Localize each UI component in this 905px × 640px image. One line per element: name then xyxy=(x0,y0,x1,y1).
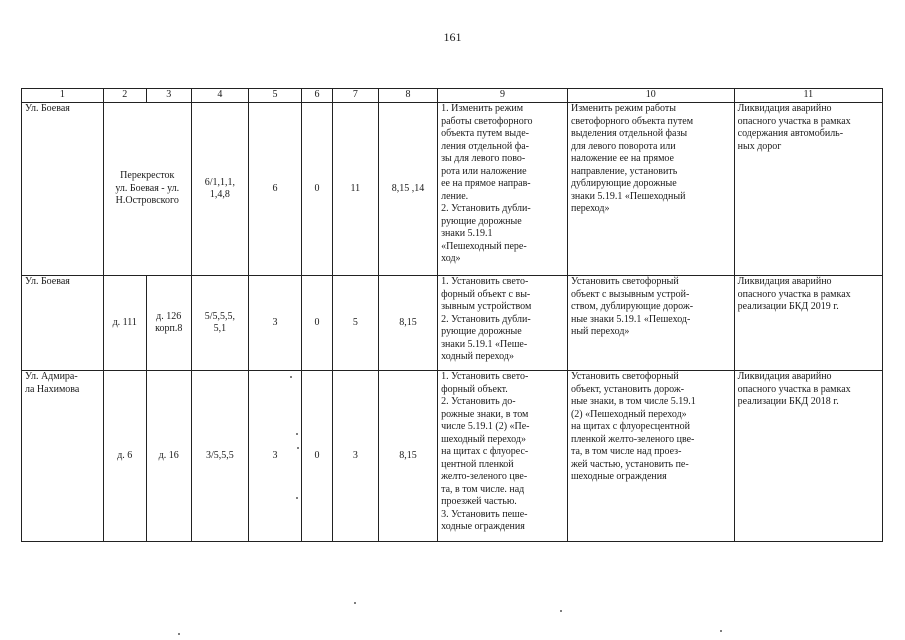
table-row xyxy=(22,276,883,371)
column-header: 6 xyxy=(302,89,333,103)
scan-speck xyxy=(354,602,356,604)
column-header: 2 xyxy=(103,89,146,103)
cell-col7: 5 xyxy=(332,276,378,371)
scan-speck xyxy=(720,630,722,632)
cell-col2: д. 6 xyxy=(103,371,146,542)
scan-speck xyxy=(290,376,292,378)
street-cell: Ул. Адмира- ла Нахимова xyxy=(22,371,104,542)
cell-col4: 5/5,5,5, 5,1 xyxy=(191,276,248,371)
table-row xyxy=(22,371,883,542)
measures-cell: 1. Изменить режим работы светофорного объекта путем выде- ления отдельной фа- зы для левого пово- рота или наложение ее на прямое направ- ление. 2. Установить дубли- рующие дорожные знаки 5.19.1 «Пешеходный пере- ход» xyxy=(438,103,568,276)
column-header: 4 xyxy=(191,89,248,103)
scan-speck xyxy=(297,447,299,449)
scan-speck xyxy=(560,610,562,612)
scan-speck xyxy=(296,497,298,499)
cell-col5: 3 xyxy=(248,276,301,371)
cell-col4: 3/5,5,5 xyxy=(191,371,248,542)
scan-speck xyxy=(296,433,298,435)
street-cell: Ул. Боевая xyxy=(22,103,104,276)
cell-col5: 6 xyxy=(248,103,301,276)
result-cell: Ликвидация аварийно опасного участка в рамках содержания автомобиль- ных дорог xyxy=(734,103,882,276)
cell-col3: д. 126 корп.8 xyxy=(146,276,191,371)
column-header: 7 xyxy=(332,89,378,103)
cell-col6: 0 xyxy=(302,371,333,542)
cell-col6: 0 xyxy=(302,276,333,371)
column-header: 3 xyxy=(146,89,191,103)
actions-cell: Установить светофорный объект, установить дорож- ные знаки, в том числе 5.19.1 (2) «Пешеходный переход» на щитах с флуоресцентной пленкой желто-зеленого цве- та, в том числе над проез- жей частью, установить пе- шеходные ограждения xyxy=(567,371,734,542)
column-header: 9 xyxy=(438,89,568,103)
actions-cell: Установить светофорный объект с вызывным устрой- ством, дублирующие дорож- ные знаки 5.19.1 «Пешеход- ный переход» xyxy=(567,276,734,371)
cell-col4: 6/1,1,1, 1,4,8 xyxy=(191,103,248,276)
actions-cell: Изменить режим работы светофорного объекта путем выделения отдельной фазы для левого поворота или наложение ее на прямое направление, установить дублирующие дорожные знаки 5.19.1 «Пешеходный переход» xyxy=(567,103,734,276)
cell-col7: 3 xyxy=(332,371,378,542)
column-header: 11 xyxy=(734,89,882,103)
street-cell: Ул. Боевая xyxy=(22,276,104,371)
column-header: 10 xyxy=(567,89,734,103)
result-cell: Ликвидация аварийно опасного участка в рамках реализации БКД 2019 г. xyxy=(734,276,882,371)
table-row xyxy=(22,103,883,276)
column-header: 1 xyxy=(22,89,104,103)
cell-col6: 0 xyxy=(302,103,333,276)
data-table xyxy=(21,88,883,542)
table-header-row xyxy=(22,89,883,103)
column-header: 8 xyxy=(378,89,437,103)
result-cell: Ликвидация аварийно опасного участка в рамках реализации БКД 2018 г. xyxy=(734,371,882,542)
cell-col8: 8,15 xyxy=(378,276,437,371)
page-number: 161 xyxy=(443,30,462,44)
cell-col8: 8,15 ,14 xyxy=(378,103,437,276)
measures-cell: 1. Установить свето- форный объект. 2. Установить до- рожные знаки, в том числе 5.19.1 (2) «Пе- шеходный переход» на щитах с флуорес- центной пленкой желто-зеленого цве- та, в том числе. над проезжей частью. 3. Установить пеше- ходные ограждения xyxy=(438,371,568,542)
measures-cell: 1. Установить свето- форный объект с вы- зывным устройством 2. Установить дубли- рующие дорожные знаки 5.19.1 «Пеше- ходный переход» xyxy=(438,276,568,371)
location-cell: Перекресток ул. Боевая - ул. Н.Островского xyxy=(103,103,191,276)
scan-speck xyxy=(178,633,180,635)
cell-col5: 3 xyxy=(248,371,301,542)
cell-col7: 11 xyxy=(332,103,378,276)
cell-col3: д. 16 xyxy=(146,371,191,542)
cell-col8: 8,15 xyxy=(378,371,437,542)
column-header: 5 xyxy=(248,89,301,103)
cell-col2: д. 111 xyxy=(103,276,146,371)
